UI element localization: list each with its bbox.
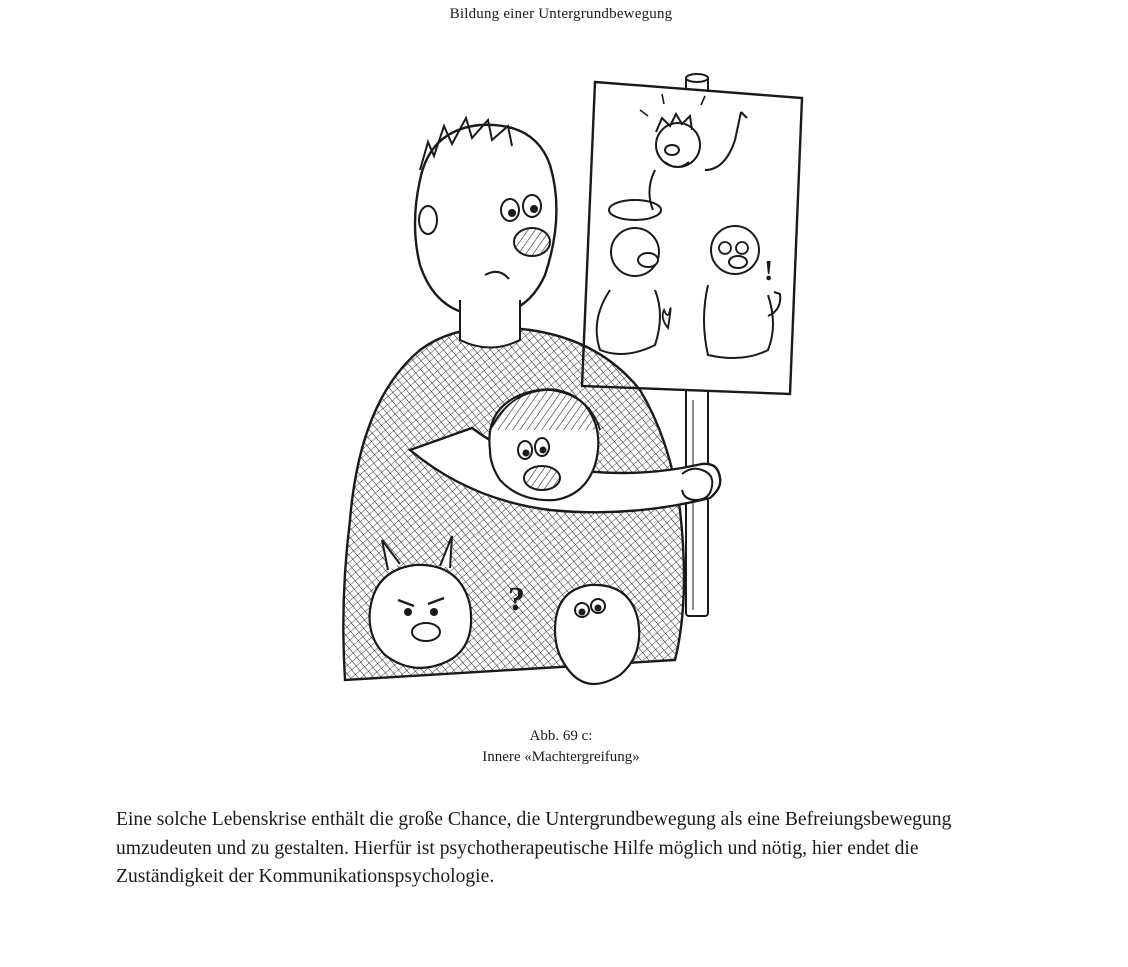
sign-exclamation-mark: ! [764,256,774,287]
cartoon-drawing [310,70,810,720]
body-paragraph: Eine solche Lebenskrise enthält die große Chance, die Untergrundbewegung als eine Befreiungsbewegung umzudeuten und zu gestalten. Hierfür ist psychotherapeutische Hilfe möglich und nötig, hier endet die Zuständigkeit der Kommunikationspsychologie. [116,809,952,887]
emerging-figure [489,389,600,500]
protest-sign [582,82,802,394]
running-head: Bildung einer Untergrundbewegung [449,6,673,22]
caption-title: Innere «Machtergreifung» [482,749,640,765]
caption-number: Abb. 69 c: [529,728,593,744]
question-mark: ? [508,581,525,618]
illustration [310,70,810,720]
figure-caption [0,726,1122,768]
